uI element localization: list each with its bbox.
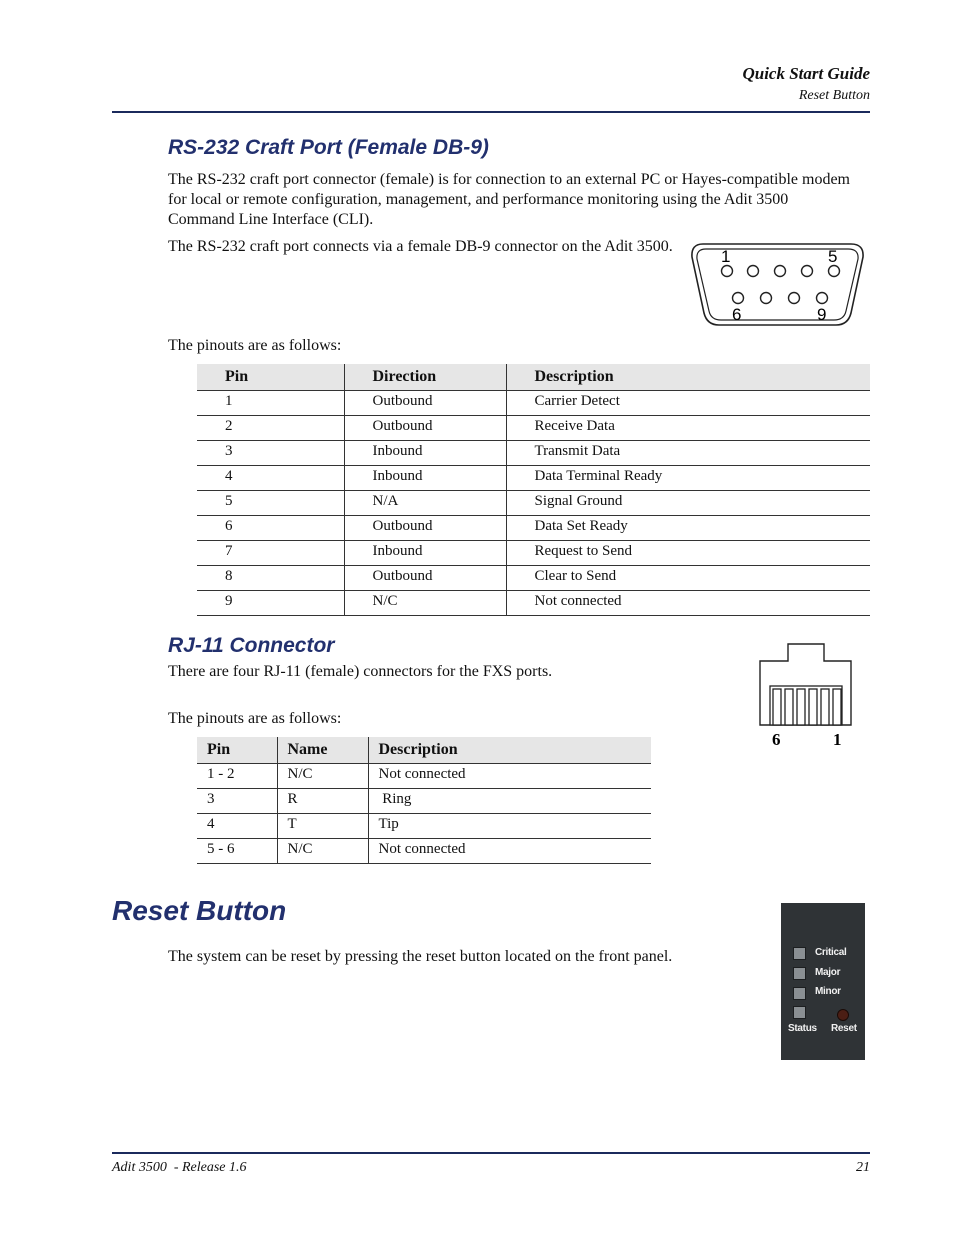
db9-label-6: 6	[732, 305, 742, 324]
table-row	[197, 441, 870, 466]
column-header: Pin	[197, 737, 277, 764]
header-subtitle: Reset Button	[798, 88, 870, 103]
column-header: Description	[368, 737, 651, 764]
table-row	[197, 516, 870, 541]
db9-label-5: 5	[828, 247, 838, 266]
reset-para1: The system can be reset by pressing the reset button located on the front panel.	[168, 948, 673, 965]
table-cell: Request to Send	[506, 541, 870, 566]
table-row	[197, 764, 651, 789]
table-cell: Ring	[368, 789, 651, 814]
column-header: Name	[277, 737, 368, 764]
table-cell: 4	[197, 466, 344, 491]
status-led	[793, 1006, 806, 1019]
table-header-row	[197, 737, 651, 764]
table-row	[197, 839, 651, 864]
reset-button[interactable]	[837, 1009, 849, 1021]
minor-label: Minor	[815, 986, 841, 997]
table-cell: 7	[197, 541, 344, 566]
table-cell: Data Terminal Ready	[506, 466, 870, 491]
table-cell: Outbound	[344, 566, 506, 591]
table-cell: Receive Data	[506, 416, 870, 441]
status-label: Status	[788, 1023, 817, 1034]
table-row	[197, 591, 870, 616]
table-row	[197, 466, 870, 491]
table-cell: 3	[197, 441, 344, 466]
major-label: Major	[815, 967, 841, 978]
table-cell: Clear to Send	[506, 566, 870, 591]
footer-release: Adit 3500 - Release 1.6	[112, 1160, 247, 1175]
table-cell: 3	[197, 789, 277, 814]
rj11-connector-diagram	[758, 641, 854, 751]
reset-heading: Reset Button	[112, 895, 287, 926]
table-cell: 8	[197, 566, 344, 591]
header-rule	[112, 111, 870, 113]
table-cell: Data Set Ready	[506, 516, 870, 541]
critical-label: Critical	[815, 947, 847, 958]
table-cell: Tip	[368, 814, 651, 839]
table-row	[197, 814, 651, 839]
table-row	[197, 789, 651, 814]
table-cell: N/C	[277, 764, 368, 789]
front-panel-photo	[781, 903, 865, 1060]
table-cell: Signal Ground	[506, 491, 870, 516]
footer-rule	[112, 1152, 870, 1154]
table-cell: 5 - 6	[197, 839, 277, 864]
page-number: 21	[856, 1160, 870, 1175]
critical-led	[793, 947, 806, 960]
rj11-pinout-table	[197, 737, 651, 864]
header-title: Quick Start Guide	[742, 64, 870, 83]
rj11-label-1: 1	[833, 730, 842, 749]
table-cell: Outbound	[344, 391, 506, 416]
table-cell: N/C	[344, 591, 506, 616]
rj11-label-6: 6	[772, 730, 781, 749]
table-cell: 1	[197, 391, 344, 416]
column-header: Direction	[344, 364, 506, 391]
column-header: Pin	[197, 364, 344, 391]
table-cell: 4	[197, 814, 277, 839]
table-cell: Inbound	[344, 541, 506, 566]
table-cell: 9	[197, 591, 344, 616]
table-cell: Outbound	[344, 516, 506, 541]
table-row	[197, 491, 870, 516]
table-cell: Carrier Detect	[506, 391, 870, 416]
minor-led	[793, 987, 806, 1000]
rs232-heading: RS-232 Craft Port (Female DB-9)	[168, 136, 489, 159]
table-cell: R	[277, 789, 368, 814]
rj11-pinout-intro: The pinouts are as follows:	[168, 710, 342, 727]
table-cell: 5	[197, 491, 344, 516]
table-cell: Transmit Data	[506, 441, 870, 466]
table-row	[197, 391, 870, 416]
table-cell: 1 - 2	[197, 764, 277, 789]
table-cell: T	[277, 814, 368, 839]
db9-label-9: 9	[817, 305, 827, 324]
table-cell: Not connected	[506, 591, 870, 616]
db9-label-1: 1	[721, 247, 731, 266]
table-cell: Inbound	[344, 441, 506, 466]
table-cell: Not connected	[368, 839, 651, 864]
table-row	[197, 566, 870, 591]
db9-connector-diagram	[689, 241, 867, 329]
rj11-heading: RJ-11 Connector	[168, 634, 335, 657]
table-cell: Inbound	[344, 466, 506, 491]
table-cell: 2	[197, 416, 344, 441]
rs232-pinout-table	[197, 364, 870, 616]
reset-label: Reset	[831, 1023, 857, 1034]
rs232-para1: The RS-232 craft port connector (female) is for connection to an external PC or Hayes-compatible modem for local or remote configuration, management, and performance monitoring using the Adit 3500 Command Line Interface (CLI).	[168, 171, 850, 228]
rs232-pinout-intro: The pinouts are as follows:	[168, 337, 342, 354]
table-cell: Outbound	[344, 416, 506, 441]
table-cell: 6	[197, 516, 344, 541]
table-cell: Not connected	[368, 764, 651, 789]
column-header: Description	[506, 364, 870, 391]
table-header-row	[197, 364, 870, 391]
table-cell: N/C	[277, 839, 368, 864]
rs232-para2: The RS-232 craft port connects via a female DB-9 connector on the Adit 3500.	[168, 238, 673, 255]
table-row	[197, 541, 870, 566]
table-row	[197, 416, 870, 441]
rj11-para1: There are four RJ-11 (female) connectors for the FXS ports.	[168, 663, 553, 680]
table-cell: N/A	[344, 491, 506, 516]
major-led	[793, 967, 806, 980]
